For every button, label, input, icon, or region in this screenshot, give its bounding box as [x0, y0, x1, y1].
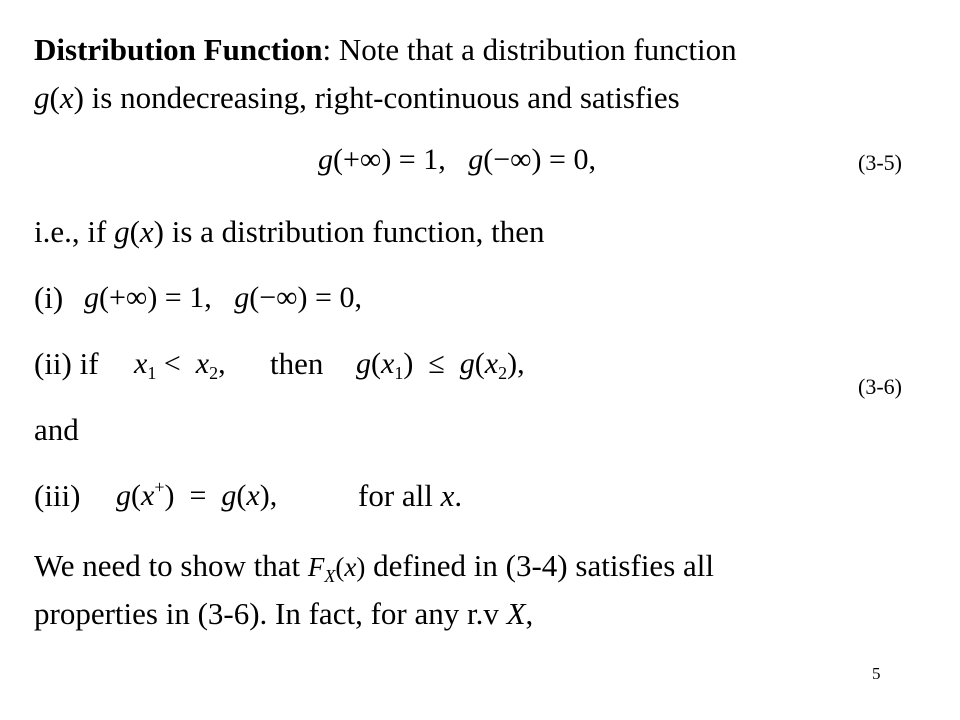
eq-value: 1,	[189, 281, 212, 314]
F-X-of-x: $F_X(x)$	[307, 552, 366, 586]
item-ii-condition: $x_1 < x_2$,	[134, 347, 226, 383]
eq-var-g: g	[356, 347, 371, 380]
var-x: x	[59, 80, 74, 115]
item-i-label: (i)	[34, 280, 64, 315]
equation-3-5: g(+∞) = 1, g(−∞) = 0,	[318, 143, 596, 176]
eq-var-x: x	[195, 347, 210, 380]
eq-var-g: g	[318, 143, 333, 176]
period: .	[454, 478, 463, 513]
eq-value: 1,	[423, 143, 446, 176]
eq-var-x: x	[134, 347, 148, 380]
eq-var-g: g	[468, 143, 484, 176]
var-X: X	[324, 566, 336, 586]
var-x: x	[440, 478, 455, 513]
comma: ,	[525, 596, 534, 631]
for-all-text: for all	[358, 478, 441, 513]
subscript: 2	[209, 363, 219, 383]
page-number: 5	[872, 664, 881, 683]
conclusion-prefix: We need to show that	[34, 548, 308, 583]
conclusion-line-1-rest: defined in (3-4) satisfies all	[365, 548, 714, 583]
superscript: +	[154, 477, 165, 497]
equation-number-3-6: (3-6)	[858, 374, 902, 399]
var-x: x	[139, 214, 154, 249]
subscript: 1	[394, 363, 404, 383]
heading-line-2-text: is nondecreasing, right-continuous and satisfies	[83, 80, 680, 115]
eq-value: 0,	[573, 143, 596, 176]
conclusion-line-2-lead: properties in (3-6). In fact, for any r.v	[34, 596, 507, 631]
ie-prefix: i.e., if	[34, 214, 115, 249]
and-text: and	[34, 412, 79, 447]
eq-arg: +∞	[343, 143, 382, 176]
item-iii-equation: g(x+) = g(x),	[116, 477, 278, 512]
heading-bold-title: Distribution Function	[34, 32, 323, 67]
var-g: g	[34, 80, 50, 115]
eq-arg: +∞	[109, 281, 148, 314]
item-iii-label: (iii)	[34, 478, 81, 513]
item-ii-then: then	[270, 346, 324, 381]
eq-var-g: g	[459, 347, 475, 380]
subscript: 2	[498, 363, 508, 383]
ie-line: i.e., if g(x) is a distribution function, then	[34, 214, 545, 249]
conclusion-line-2	[34, 596, 533, 632]
eq-var-x: x	[381, 347, 395, 380]
item-i-equation: g(+∞) = 1, g(−∞) = 0,	[84, 281, 362, 314]
var-X: X	[506, 596, 526, 631]
conclusion-line-1	[34, 548, 714, 585]
eq-arg: −∞	[493, 143, 532, 176]
eq-var-g: g	[116, 479, 131, 512]
equation-number-3-5: (3-5)	[858, 150, 902, 175]
eq-arg: −∞	[259, 281, 298, 314]
item-ii-result: $g(x_1) \le g(x_2)$,	[356, 347, 525, 383]
var-F: F	[307, 552, 325, 582]
heading-text: : Note that a distribution function	[322, 32, 737, 67]
eq-var-x: x	[484, 347, 499, 380]
eq-var-g: g	[84, 281, 99, 314]
subscript: 1	[147, 363, 157, 383]
item-iii-for-all	[358, 478, 462, 514]
eq-var-g: g	[221, 479, 237, 512]
eq-value: 0,	[339, 281, 362, 314]
var-x: x	[344, 552, 357, 582]
eq-var-x: x	[246, 479, 260, 512]
heading-line-2: g(x) is nondecreasing, right-continuous and satisfies	[34, 80, 680, 115]
eq-var-x: x	[141, 479, 155, 512]
heading-line-1	[34, 32, 737, 68]
eq-var-g: g	[234, 281, 250, 314]
var-g: g	[114, 214, 130, 249]
ie-suffix: is a distribution function, then	[163, 214, 545, 249]
item-ii-label: (ii) if	[34, 346, 99, 381]
